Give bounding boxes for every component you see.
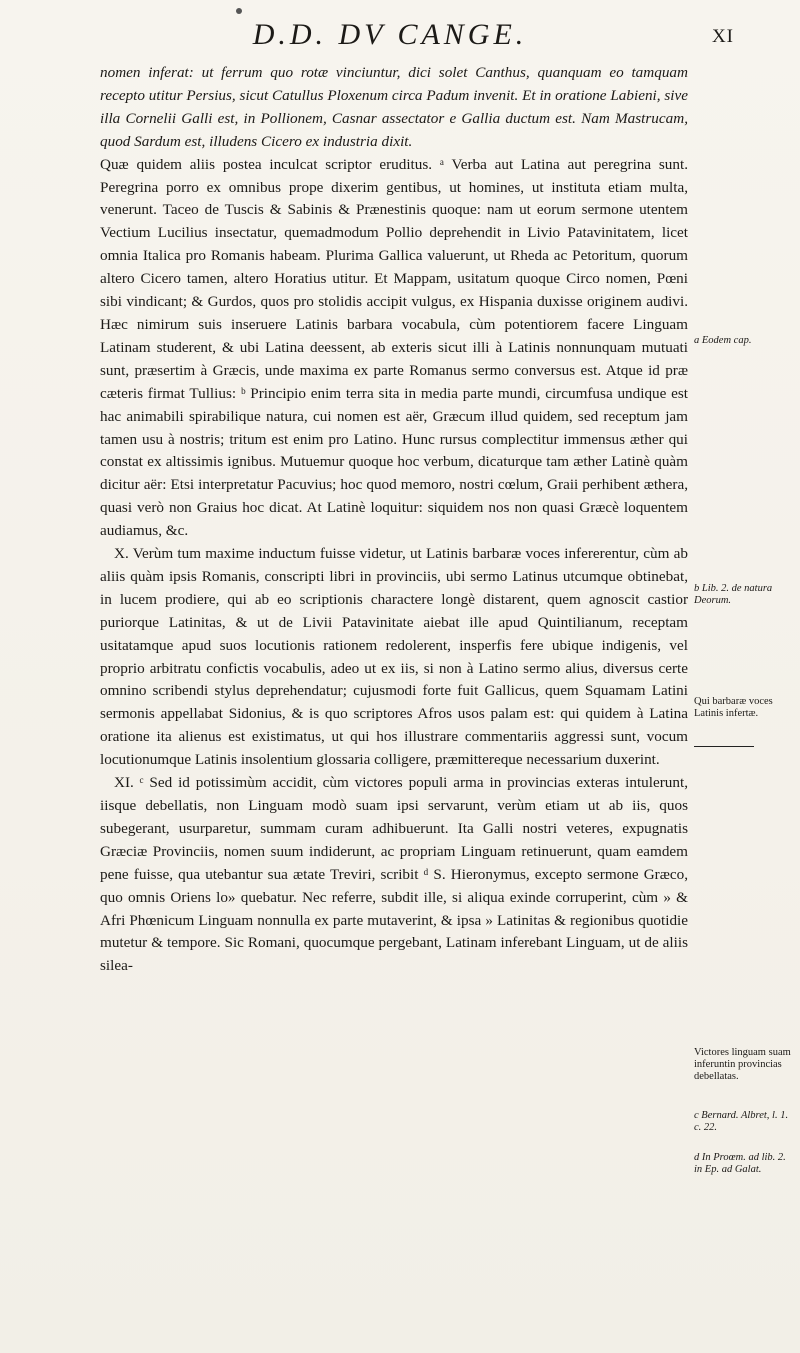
margin-note-b: b Lib. 2. de natura Deorum. (694, 583, 773, 606)
page-number: XI (711, 26, 734, 47)
margin-note-d: d In Proœm. ad lib. 2. in Ep. ad Galat. (694, 1152, 786, 1175)
page-header (100, 18, 740, 54)
paragraph-quote-continuation: nomen inferat: ut ferrum quo rotæ vinciuntur, dici solet Canthus, quanquam eo tamquam recepto utitur Persius, sicut Catullus Ploxenum circa Padum invenit. Et in oratione Labieni, sive illa Cornelii Galli est, in Pollionem, Casnar assectator e Gallia ductum est. Nam Mastrucam, quod Sardum est, illudens Cicero ex industria dixit. (100, 64, 688, 150)
margin-note-barbarae: Qui barbaræ voces Latinis infertæ. (694, 696, 773, 719)
margin-note-victores: Victores linguam suam inferuntin provincias debellatas. (694, 1047, 791, 1082)
paragraph-section-xi: XI. ᶜ Sed id potissimùm accidit, cùm victores populi arma in provincias exteras intulerunt, iisque debellatis, non Linguam modò suam ipsi servarunt, verùm etiam ut ab iis, quos subegerant, usurparetur, summam curam adhibuerunt. Ita Galli nostri veteres, expugnatis Græciæ Provinciis, nomen suum indiderunt, ac propriam Linguam retinuerunt, quam eamdem pene fuisse, qua utebantur sua ætate Treviri, scribit ᵈ S. Hieronymus, excepto sermone Græco, quo omnis Oriens lo» quebatur. Nec referre, subdit ille, si aliqua exinde corruperint, cùm » & Afri Phœnicum Linguam nonnulla ex parte mutaverint, & ipsa » Latinitas & regionibus quotidie mutetur & tempore. Sic Romani, quocumque pergebant, Latinam inferebant Linguam, ut de aliis silea- (100, 774, 688, 975)
paragraph-quintilian: Quæ quidem aliis postea inculcat scriptor eruditus. ᵃ Verba aut Latina aut peregrina sunt. Peregrina porro ex omnibus prope dixerim gentibus, ut homines, ut instituta etiam multa, venerunt. Taceo de Tuscis & Sabinis & Prænestinis quoque: nam ut eorum sermone utentem Vectium Lucilius insectatur, quemadmodum Pollio deprehendit in Livio Patavinitatem, licet omnia Italica pro Romanis habeam. Plurima Gallica valuerunt, ut Rheda ac Petoritum, quorum altero Cicero tamen, altero Horatius utitur. Et Mappam, usitatum quoque Circo nomen, Pœni sibi vindicant; & Gurdos, quos pro stolidis accipit vulgus, ex Hispania duxisse originem audivi. Hæc nimirum suis inseruere Latinis barbara vocabula, cùm potentiorem facere Linguam Latinam studerent, & ubi Latina deessent, ab exteris sicut illi à Latinis nonnunquam mutuati sunt, præsertim à Græcis, unde maxima ex parte Romanus sermo conversus est. Atque id præ cæteris firmat Tullius: ᵇ Principio enim terra sita in media parte mundi, circumfusa undique est hac animabili spirabilique natura, cui nomen est aër, Græcum illud quidem, sed receptum jam tamen usu à nostris; tritum est enim pro Latino. Hunc rursus complectitur immensus æther qui constat ex altissimis ignibus. Mutuemur quoque hoc verbum, dicaturque tam æther Latinè quàm dicitur aër: Etsi interpretatur Pacuvius; hoc quod memoro, nostri cœlum, Graii perhibent æthera, quasi verò non Graius hoc dicat. At Latinè loquitur: siquidem nos non quasi Græcè loquentem audiamus, &c. (100, 155, 688, 540)
paragraph-section-x: X. Verùm tum maxime inductum fuisse videtur, ut Latinis barbaræ voces infererentur, cùm ab aliis quàm ipsis Romanis, conscripti libri in provinciis, ubi sermo Latinus utcumque obtinebat, in lucem prodiere, qui ab eo scriptionis charactere longè distarent, quem agnoscit castior puriorque Latinitas, & ut de Livii Patavinitate aiebat ille apud Quintilianum, receptam usitatamque apud suos locutionis rationem redolerent, insperfis fere ubique indigenis, vel proprio arbitratu confictis vocabulis, adeo ut ex iis, si non à Latino sermo alius, diversus certe omnino scribendi stylus deprehendatur; cujusmodi forte fuit Gallicus, quem Squamam Latini sermonis appellabat Sidonius, & is quo scriptores Afros usos palam est: qui quidem à Latina oratione ita alienus est existimatus, ut qui hos illustrare commentariis aggressi sunt, vocum locutionumque Latinis insolentium glossaria colligere, præmittereque necessarium duxerint. (100, 545, 688, 769)
margin-note-c: c Bernard. Albret, l. 1. c. 22. (694, 1110, 789, 1133)
running-title: D.D. DV CANGE. (252, 18, 528, 51)
ink-dot (236, 8, 242, 14)
margin-note-a: a Eodem cap. (694, 335, 752, 346)
margin-rule (694, 746, 754, 747)
main-text-column (100, 62, 688, 978)
